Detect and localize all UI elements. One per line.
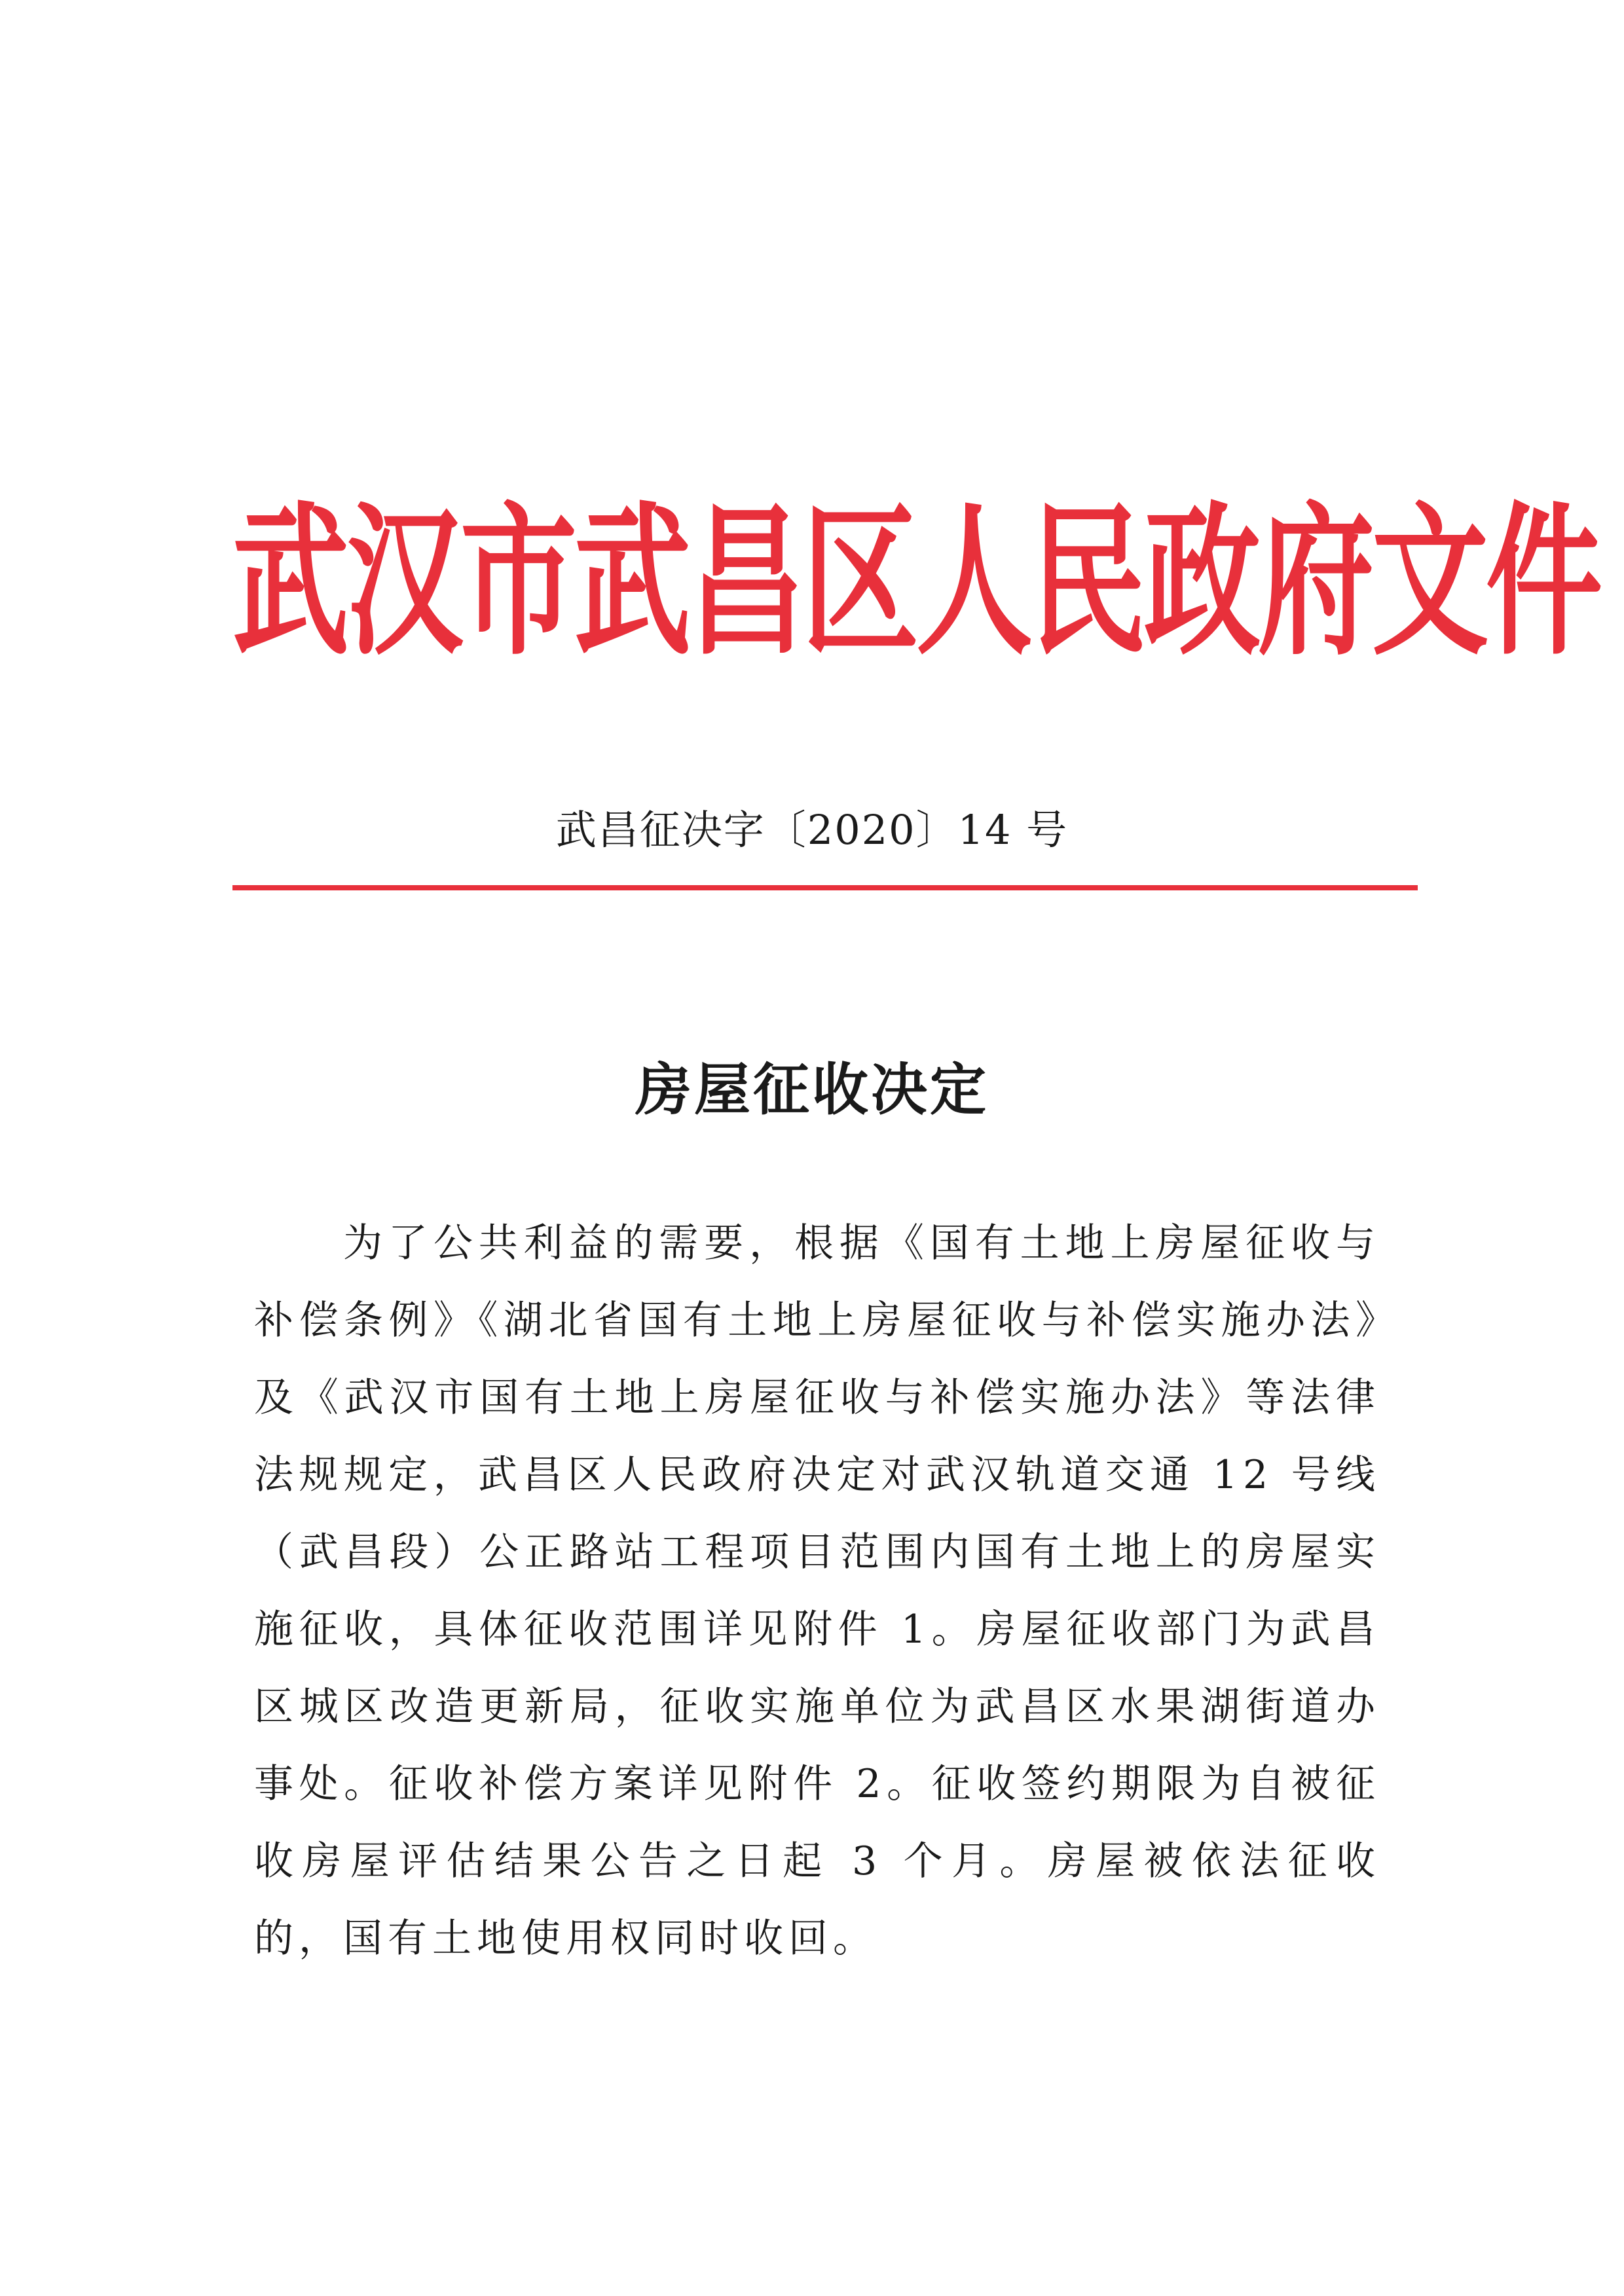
issuer-masthead: 武汉市武昌区人民政府文件 [232, 487, 1600, 678]
red-divider-line [232, 885, 1418, 890]
body-paragraph: 为了公共利益的需要，根据《国有土地上房屋征收与补偿条例》《湖北省国有土地上房屋征收与补偿实施办法》及《武汉市国有土地上房屋征收与补偿实施办法》等法律法规规定，武昌区人民政府决定对武汉轨道交通 12 号线（武昌段）公正路站工程项目范围内国有土地上的房屋实施征收，具体征收范围详见附件 1。房屋征收部门为武昌区城区改造更新局，征收实施单位为武昌区水果湖街道办事处。征收补偿方案详见附件 2。征收签约期限为自被征收房屋评估结果公告之日起 3 个月。房屋被依法征收的，国有土地使用权同时收回。 [254, 1220, 1380, 1961]
document-title: 房屋征收决定 [635, 1057, 989, 1123]
document-number: 武昌征决字〔2020〕14 号 [555, 806, 1069, 854]
